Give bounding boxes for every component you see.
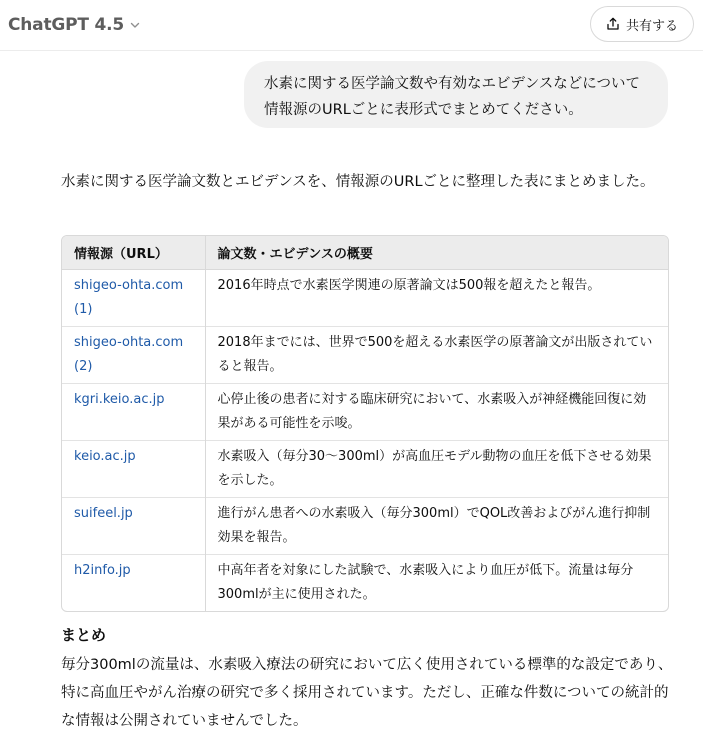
table-row [62,270,668,327]
column-header-source: 情報源（URL） [62,236,205,270]
assistant-intro: 水素に関する医学論文数とエビデンスを、情報源のURLごとに整理した表にまとめました。 [61,174,655,190]
source-link[interactable]: suifeel.jp [74,506,133,521]
source-link[interactable]: shigeo-ohta.com (1) [74,278,184,317]
table-row [62,555,668,612]
summary-text: 毎分300mlの流量は、水素吸入療法の研究において広く使用されている標準的な設定であり、特に高血圧やがん治療の研究で多く採用されています。ただし、正確な件数についての統計的な情報は公開されていませんでした。 [61,657,673,729]
column-header-summary: 論文数・エビデンスの概要 [205,236,668,270]
evidence-table [61,235,669,612]
summary-cell: 2018年までには、世界で500を超える水素医学の原著論文が出版されていると報告。 [205,327,668,384]
top-bar [0,0,703,51]
source-cell [62,327,205,384]
source-link[interactable]: keio.ac.jp [74,449,136,464]
summary-cell: 水素吸入（毎分30〜300ml）が高血圧モデル動物の血圧を低下させる効果を示した。 [205,441,668,498]
source-cell [62,270,205,327]
source-link[interactable]: kgri.keio.ac.jp [74,392,165,407]
summary-cell: 進行がん患者への水素吸入（毎分300ml）でQOL改善およびがん進行抑制効果を報告。 [205,498,668,555]
chevron-down-icon [129,19,141,31]
share-button[interactable] [590,6,694,42]
summary-cell: 心停止後の患者に対する臨床研究において、水素吸入が神経機能回復に効果がある可能性を示唆。 [205,384,668,441]
table-row [62,384,668,441]
table-header-row [62,236,668,270]
table-row [62,498,668,555]
source-link[interactable]: h2info.jp [74,563,131,578]
source-link[interactable]: shigeo-ohta.com (2) [74,335,184,374]
share-label: 共有する [625,18,678,34]
model-name: ChatGPT 4.5 [8,15,125,35]
table-row [62,327,668,384]
source-cell [62,441,205,498]
table-row [62,441,668,498]
source-cell [62,384,205,441]
source-cell [62,555,205,612]
share-icon [606,17,620,31]
user-message: 水素に関する医学論文数や有効なエビデンスなどについて情報源のURLごとに表形式でまとめてください。 [244,61,668,128]
summary-cell: 2016年時点で水素医学関連の原著論文は500報を超えたと報告。 [205,270,668,327]
model-selector[interactable] [8,12,141,38]
summary-heading: まとめ [61,626,107,644]
source-cell [62,498,205,555]
summary-cell: 中高年者を対象にした試験で、水素吸入により血圧が低下。流量は毎分300mlが主に使用された。 [205,555,668,612]
